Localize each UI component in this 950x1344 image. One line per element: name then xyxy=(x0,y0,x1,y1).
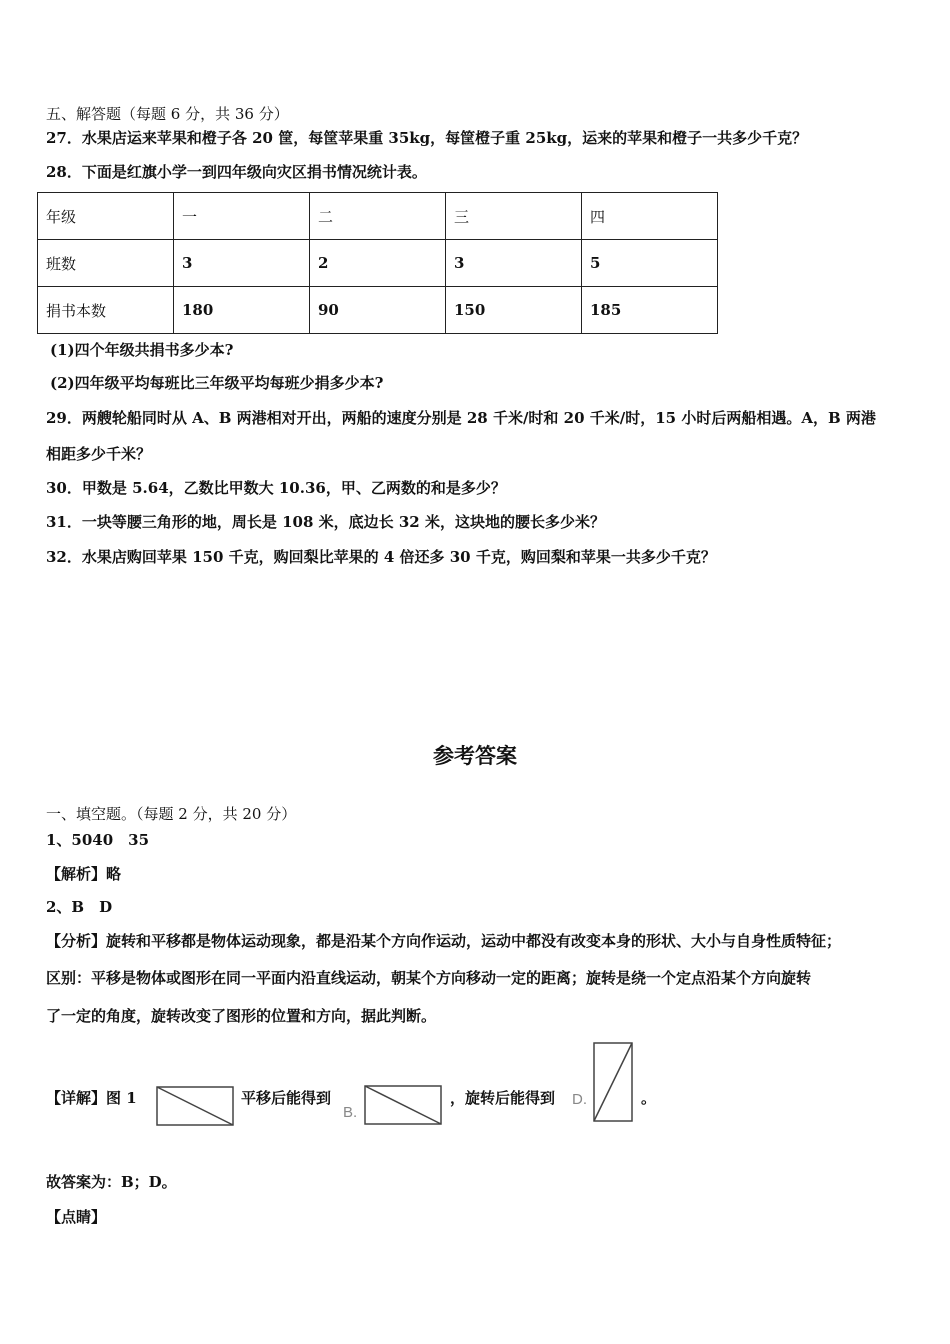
detail-rotate-text: ，旋转后能得到 xyxy=(450,1089,556,1107)
table-cell: 3 xyxy=(446,240,582,287)
option-d-label: D. xyxy=(572,1091,587,1108)
comment-heading: 【点睛】 xyxy=(46,1208,107,1226)
table-cell: 三 xyxy=(446,193,582,240)
answer-2: 2、B D xyxy=(46,898,113,916)
section-heading: 五、解答题（每题 6 分，共 36 分） xyxy=(46,105,289,123)
answers-section-heading: 一、填空题。（每题 2 分，共 20 分） xyxy=(46,805,297,823)
table-cell: 90 xyxy=(310,287,446,334)
answer-2-analysis-line-1: 【分析】旋转和平移都是物体运动现象，都是沿某个方向作运动，运动中都没有改变本身的形状、大小与自身性质特征； xyxy=(46,932,842,950)
detail-translate-text: 平移后能得到 xyxy=(241,1089,332,1107)
question-30: 30．甲数是 5.64，乙数比甲数大 10.36，甲、乙两数的和是多少？ xyxy=(46,479,506,497)
table-cell: 捐书本数 xyxy=(38,287,174,334)
option-b-label: B. xyxy=(343,1104,358,1121)
table-cell: 二 xyxy=(310,193,446,240)
donation-table xyxy=(37,192,718,334)
conclusion: 故答案为：B；D。 xyxy=(46,1173,177,1191)
figure-b-rectangle xyxy=(364,1085,444,1127)
answer-2-analysis-line-3: 了一定的角度，旋转改变了图形的位置和方向，据此判断。 xyxy=(46,1007,437,1025)
table-cell: 年级 xyxy=(38,193,174,240)
detail-end: 。 xyxy=(641,1089,657,1107)
question-28: 28．下面是红旗小学一到四年级向灾区捐书情况统计表。 xyxy=(46,163,427,181)
figure-1-rectangle xyxy=(156,1086,236,1128)
detail-prefix: 【详解】图 1 xyxy=(46,1089,137,1107)
question-28-part-2: (2)四年级平均每班比三年级平均每班少捐多少本? xyxy=(50,374,384,392)
table-cell: 185 xyxy=(582,287,718,334)
table-cell: 2 xyxy=(310,240,446,287)
table-cell: 一 xyxy=(174,193,310,240)
question-29-line-1: 29．两艘轮船同时从 A、B 两港相对开出，两船的速度分别是 28 千米/时和 20 千米/时，15 小时后两船相遇。A，B 两港 xyxy=(46,409,876,427)
answer-2-analysis-line-2: 区别：平移是物体或图形在同一平面内沿直线运动，朝某个方向移动一定的距离；旋转是绕一个定点沿某个方向旋转 xyxy=(46,969,812,987)
answer-1-analysis: 【解析】略 xyxy=(46,865,122,883)
question-31: 31．一块等腰三角形的地，周长是 108 米，底边长 32 米，这块地的腰长多少米？ xyxy=(46,513,605,531)
table-row xyxy=(38,193,718,240)
question-32: 32．水果店购回苹果 150 千克，购回梨比苹果的 4 倍还多 30 千克，购回梨和苹果一共多少千克？ xyxy=(46,548,716,566)
question-27: 27．水果店运来苹果和橙子各 20 筐，每筐苹果重 35kg，每筐橙子重 25kg，运来的苹果和橙子一共多少千克？ xyxy=(46,129,808,147)
table-row xyxy=(38,287,718,334)
table-cell: 班数 xyxy=(38,240,174,287)
answers-title: 参考答案 xyxy=(433,744,517,768)
question-29-line-2: 相距多少千米？ xyxy=(46,445,152,463)
answer-1: 1、5040 35 xyxy=(46,831,150,849)
table-cell: 5 xyxy=(582,240,718,287)
table-cell: 四 xyxy=(582,193,718,240)
question-28-part-1: (1)四个年级共捐书多少本? xyxy=(50,341,234,359)
table-cell: 150 xyxy=(446,287,582,334)
table-row xyxy=(38,240,718,287)
table-cell: 3 xyxy=(174,240,310,287)
table-cell: 180 xyxy=(174,287,310,334)
figure-d-rectangle xyxy=(593,1042,635,1124)
